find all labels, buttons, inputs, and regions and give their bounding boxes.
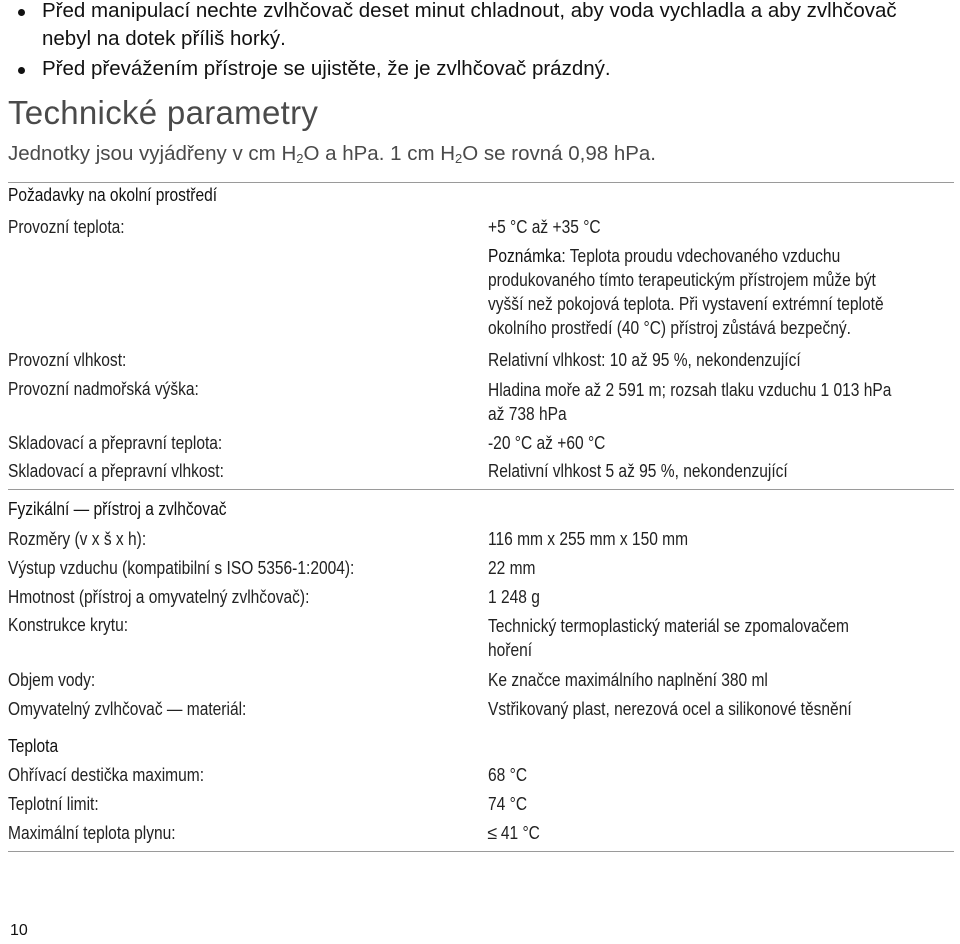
- dimensions-label: Rozměry (v x š x h):: [8, 528, 147, 549]
- bullet-icon: [18, 67, 25, 74]
- physical-section-title: Fyzikální — přístroj a zvlhčovač: [8, 498, 227, 519]
- temperature-section-title: Teplota: [8, 735, 59, 756]
- humidifier-material-label: Omyvatelný zvlhčovač — materiál:: [8, 698, 247, 719]
- air-outlet-value: 22 mm: [488, 557, 536, 578]
- housing-value: Technický termoplastický materiál se zpomalovačem hoření: [488, 615, 850, 660]
- operating-altitude-value: Hladina moře až 2 591 m; rozsah tlaku vzduchu 1 013 hPa až 738 hPa: [488, 379, 892, 424]
- operating-temperature-label: Provozní teplota:: [8, 216, 125, 237]
- temperature-limit-label: Teplotní limit:: [8, 793, 99, 814]
- storage-humidity-value: Relativní vlhkost 5 až 95 %, nekondenzující: [488, 460, 788, 481]
- air-outlet-label: Výstup vzduchu (kompatibilní s ISO 5356-1:2004):: [8, 557, 355, 578]
- dimensions-value: 116 mm x 255 mm x 150 mm: [488, 528, 689, 549]
- temperature-limit-value: 74 °C: [488, 793, 528, 814]
- heater-plate-max-label: Ohřívací destička maximum:: [8, 764, 205, 785]
- water-volume-value: Ke značce maximálního naplnění 380 ml: [488, 669, 768, 690]
- precaution-list: [8, 0, 948, 83]
- table-top-rule: [8, 182, 954, 183]
- page-number: 10: [10, 922, 28, 939]
- temperature-note: Poznámka: Teplota proudu vdechovaného vzduchu produkovaného tímto terapeutickým přístrojem může být vyšší než pokojová teplota. Při vystavení extrémní teplotě okolního prostředí (40 °C) přístroj zůstává bezpečný.: [488, 245, 884, 338]
- units-note: Jednotky jsou vyjádřeny v cm $H_2O$ a hPa. 1 cm $H_2O$ se rovná 0,98 hPa.: [8, 142, 656, 166]
- section-heading: Technické parametry: [8, 94, 319, 131]
- max-gas-temperature-label: Maximální teplota plynu:: [8, 822, 176, 843]
- less-or-equal-symbol: ≤: [487, 822, 498, 843]
- operating-altitude-label: Provozní nadmořská výška:: [8, 378, 199, 399]
- operating-humidity-label: Provozní vlhkost:: [8, 349, 127, 370]
- humidifier-material-value: Vstřikovaný plast, nerezová ocel a silikonové těsnění: [488, 698, 852, 719]
- operating-temperature-value: +5 °C až +35 °C: [488, 216, 601, 237]
- weight-label: Hmotnost (přístroj a omyvatelný zvlhčovač):: [8, 586, 310, 607]
- max-gas-temperature-value: ≤ 41 °C: [487, 822, 540, 843]
- operating-humidity-value: Relativní vlhkost: 10 až 95 %, nekondenzující: [488, 349, 801, 370]
- precaution-item: Před manipulací nechte zvlhčovač deset minut chladnout, aby voda vychladla a aby zvlhčovač nebyl na dotek příliš horký.: [8, 0, 948, 53]
- heater-plate-max-value: 68 °C: [488, 764, 528, 785]
- storage-temperature-label: Skladovací a přepravní teplota:: [8, 432, 223, 453]
- environment-section-title: Požadavky na okolní prostředí: [8, 184, 218, 205]
- bullet-icon: [18, 9, 25, 16]
- housing-label: Konstrukce krytu:: [8, 614, 129, 635]
- table-bottom-rule: [8, 851, 954, 852]
- storage-humidity-label: Skladovací a přepravní vlhkost:: [8, 460, 224, 481]
- section-divider: [8, 489, 954, 490]
- storage-temperature-value: -20 °C až +60 °C: [488, 432, 606, 453]
- note-label: Poznámka:: [488, 245, 566, 266]
- water-volume-label: Objem vody:: [8, 669, 96, 690]
- precaution-item: Před převážením přístroje se ujistěte, že je zvlhčovač prázdný.: [8, 55, 948, 83]
- weight-value: 1 248 g: [488, 586, 540, 607]
